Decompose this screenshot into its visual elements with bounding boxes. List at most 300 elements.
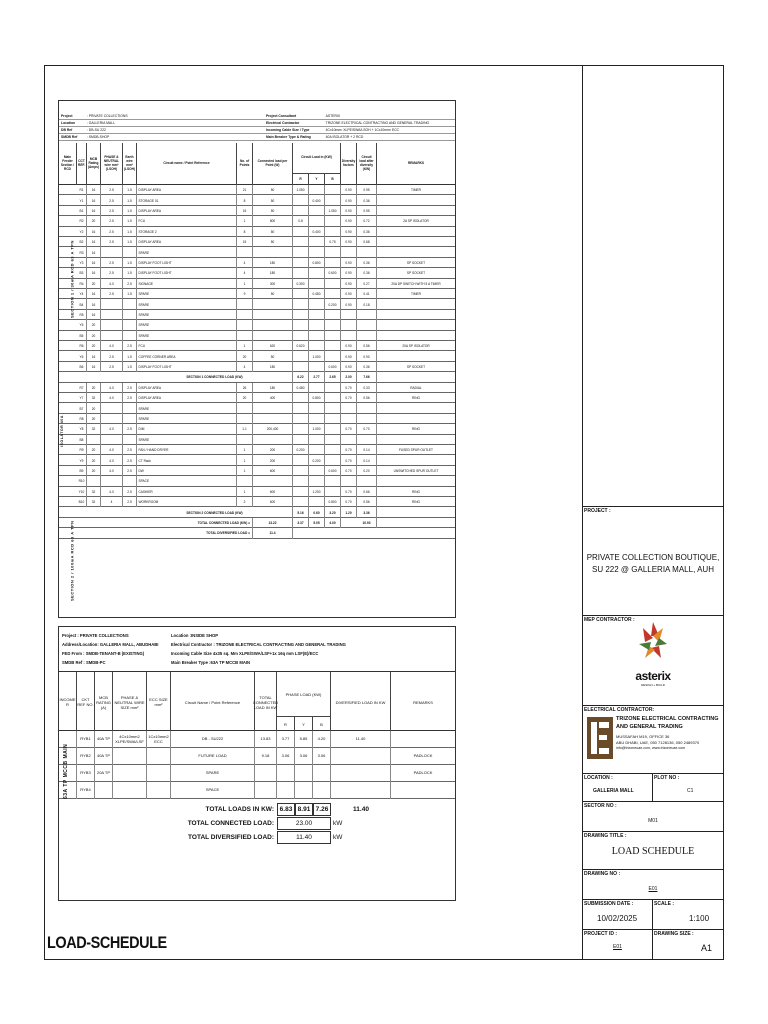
col-phase-load: PHASE LOAD (KW) [277,672,331,716]
table-row [59,445,455,455]
cell-r [293,310,309,320]
cell-b [325,289,341,299]
col-remarks: REMARKS [407,161,425,166]
cell-remarks [377,414,455,424]
unit-kw-1: kW [333,820,343,827]
header-row [59,658,455,667]
cell-after: 0.14 [357,445,377,455]
cell-load: 180 [253,362,293,372]
cell-phase: 4.0 [101,341,123,351]
cell-points: 15 [237,206,253,216]
col-diversified: DIVERSIFIED LOAD IN KW [331,672,391,732]
table-row [59,435,455,445]
cell-y [309,445,325,455]
table-row [59,487,455,497]
cell-div: 0.90 [341,341,357,351]
total-y: 8.91 [295,803,313,816]
cell-b [313,765,331,782]
table-row [59,497,455,507]
cell-y: 1.000 [309,424,325,434]
cell-earth: 1.5 [123,216,137,226]
header-value: Electrical Contractor : TRIZONE ELECTRICAL CONTRACTING AND GENERAL TRADING [171,641,346,647]
cell-after: 0.56 [357,341,377,351]
submission-cell [583,900,653,930]
total-diversified-row [59,831,455,844]
cell-r: 0.620 [293,341,309,351]
cell-y [295,782,313,799]
cell-mcb: 20 [87,403,101,413]
cell-y [309,341,325,351]
subtotal-row [59,507,455,517]
cell-points: 4 [237,268,253,278]
cell-y [309,476,325,486]
table-row [59,195,455,205]
cell-r: 0.8 [293,216,309,226]
cell-remarks [391,731,455,748]
cell-ckt: B9 [77,466,87,476]
cell-y [309,310,325,320]
cell-mcb: 20 [87,216,101,226]
cell-phase: 4.0 [101,455,123,465]
ec-email: info@trizoneuae.com, www.trizoneuae.com [616,746,686,750]
cell-after: 0.36 [357,195,377,205]
subtotal-y: 0.60 [309,507,325,517]
cell-mcb: 20 [87,331,101,341]
cell-remarks [377,206,455,216]
cell-phase: 2.5 [101,216,123,226]
cell-r [293,331,309,341]
cell-b: 0.600 [325,362,341,372]
cell-y [309,466,325,476]
table-row [59,310,455,320]
cell-mcb: 20 [87,320,101,330]
table-row [59,320,455,330]
cell-y [309,320,325,330]
cell-phase: 4.0 [101,424,123,434]
cell-r [293,268,309,278]
cell-mcb: 16 [87,310,101,320]
cell-points: 1 [237,455,253,465]
section2-label: SECTION 2 / 100mA RCD 63 A TPN [69,520,75,602]
drawing-title-value: LOAD SCHEDULE [611,846,695,857]
header-row [59,113,455,120]
cell-y [309,403,325,413]
cell-phase [113,782,147,799]
cell-y [309,206,325,216]
cell-div [341,331,357,341]
drawing-title-box [583,832,723,870]
cell-y [309,279,325,289]
drawing-size-label: DRAWING SIZE : [654,931,694,937]
cell-circuit: DISPLAY FOOT LIGHT [137,268,237,278]
table-row [59,227,455,237]
cell-ckt: Y8 [77,424,87,434]
cell-total: 9.18 [255,748,277,765]
cell-earth: 1.5 [123,258,137,268]
cell-r [293,362,309,372]
table-row [59,748,455,765]
cell-phase: 2.5 [101,258,123,268]
col-y: Y [309,173,325,185]
cell-after: 0.72 [357,216,377,226]
cell-r [293,247,309,257]
cell-y [309,331,325,341]
cell-phase [101,247,123,257]
scale-value: 1:100 [689,914,710,923]
cell-circuit: DIM [137,424,237,434]
col-incomer: INCOME R [59,672,77,732]
location-value: GALLERIA MALL [593,788,634,794]
electrical-contractor-box [583,706,723,774]
cell-circuit: SPACE [137,476,237,486]
header-row [59,631,455,640]
cell-b: 4.20 [313,731,331,748]
subtotal-r: 5.16 [293,507,309,517]
cell-ckt: R2 [77,216,87,226]
header-value-2: TRIZONE ELECTRICAL CONTRACTING AND GENERAL TRADING [325,121,430,125]
drawing-area [45,66,583,959]
scale-cell [653,900,723,930]
table-row [59,268,455,278]
cell-y [309,299,325,309]
cell-earth [123,435,137,445]
cell-mcb: 40A TP [95,748,113,765]
cell-after: 0.68 [357,237,377,247]
cell-circuit: STORAGE 01 [137,195,237,205]
cell-remarks: RING [412,396,420,401]
col-remarks: REMARKS [413,699,433,705]
cell-phase: 2.5 [101,362,123,372]
cell-circuit: DISPLAY FOOT LIGHT [137,362,237,372]
cell-remarks: 20A DP SWITCH WITH 5 A TIMER [391,281,441,286]
cell-div: 0.90 [341,237,357,247]
cell-points [237,435,253,445]
cell-remarks: UNSWITCHED SPUR OUTLET [393,468,439,473]
cell-ecc [147,765,171,782]
cell-points [237,310,253,320]
cell-after: 0.56 [357,393,377,403]
cell-points: 1 [237,445,253,455]
cell-load: 50 [253,289,293,299]
cell-earth: 1.5 [123,362,137,372]
cell-points: 8 [237,195,253,205]
cell-points: 21 [237,185,253,195]
cell-r [293,227,309,237]
cell-remarks: RADIAL [410,385,422,390]
cell-points: 2 [237,497,253,507]
project-id-cell [583,930,653,959]
cell-remarks: RING [412,489,420,494]
cell-earth [123,247,137,257]
subtotal-div: 3.36 [357,507,377,517]
cell-earth: 2.5 [123,445,137,455]
cell-mcb: 20 [87,445,101,455]
asterix-logo-sub: DESIGN + BUILD [641,683,665,687]
cell-b [325,393,341,403]
cell-div: 0.70 [341,445,357,455]
cell-ckt: Y1 [77,195,87,205]
cell-b [325,414,341,424]
cell-points [237,247,253,257]
cell-load [253,320,293,330]
table-row [59,782,455,799]
cell-phase [101,414,123,424]
cell-load [253,435,293,445]
cell-circuit: SPARE [137,403,237,413]
cell-mcb: 16 [87,268,101,278]
cell-div: 0.70 [341,497,357,507]
cell-remarks [377,351,455,361]
cell-after: 0.70 [357,424,377,434]
cell-y [309,237,325,247]
cell-mcb: 20 [87,279,101,289]
plot-label: PLOT NO : [654,775,680,781]
drawing-no-label: DRAWING NO : [584,871,621,877]
table-row [59,289,455,299]
cell-load: 180 [253,383,293,393]
cell-points [237,299,253,309]
cell-div: 0.90 [341,227,357,237]
cell-load: 400 [253,393,293,403]
cell-div [341,320,357,330]
cell-earth: 1.5 [123,351,137,361]
cell-remarks: SP SOCKET [406,260,426,265]
scale-label: SCALE : [654,901,674,907]
col-ckt: CCT REF. [77,143,87,185]
cell-r [277,782,295,799]
drawing-size-cell [653,930,723,959]
cell-mcb: 16 [87,227,101,237]
cell-y: 0.800 [309,258,325,268]
cell-phase: 2.5 [101,289,123,299]
cell-after: 0.36 [357,362,377,372]
cell-b [325,258,341,268]
cell-b [325,383,341,393]
cell-circuit: DISPLAY FOOT LIGHT [137,258,237,268]
electrical-contractor-label: ELECTRICAL CONTRACTOR: [584,707,655,713]
col-phase: PHASE & NEUTRAL wire mm² (LSOH) [101,143,123,185]
cell-after [357,247,377,257]
cell-y [309,216,325,226]
cell-div: 0.90 [341,279,357,289]
cell-div [341,476,357,486]
cell-y: 0.200 [309,455,325,465]
cell-mcb [87,435,101,445]
header-value: : SMDB-SHOP [86,135,110,139]
cell-phase [101,299,123,309]
cell-load: 50 [253,206,293,216]
cell-circuit: FCU [137,216,237,226]
cell-after: 0.36 [357,258,377,268]
cell-total [255,765,277,782]
cell-r [293,258,309,268]
cell-mcb: 16 [87,258,101,268]
cell-points: 1 [237,341,253,351]
cell-div [341,247,357,257]
cell-earth: 2.5 [123,279,137,289]
cell-points: 1 [237,279,253,289]
cell-circuit: DISPLAY AREA [137,393,237,403]
incomer-label: 63A TP MCCB MAIN [63,743,69,799]
col-r: R [293,173,309,185]
cell-load: 200,400 [253,424,293,434]
cell-remarks: PADLOCK [413,770,433,776]
cell-circuit: DISPLAY AREA [137,206,237,216]
cell-earth: 2.5 [123,393,137,403]
cell-b [325,455,341,465]
cell-div [331,765,391,782]
cell-phase: 2.5 [101,195,123,205]
cell-r: 1.050 [293,185,309,195]
asterix-logo [629,618,677,686]
cell-after: 0.95 [357,206,377,216]
cell-div: 0.90 [341,268,357,278]
cell-y [309,414,325,424]
cell-r [293,414,309,424]
total-diversified-label: TOTAL DIVERSIFIED LOAD: [188,834,274,841]
cell-load: 50 [253,351,293,361]
cell-after: 0.14 [357,455,377,465]
drawing-size-value: A1 [701,943,713,953]
cell-r [293,206,309,216]
cell-ckt: B2 [77,237,87,247]
total-diversified-row [59,528,455,538]
cell-after: 0.56 [357,497,377,507]
cell-mcb: 16 [87,289,101,299]
cell-ckt: Y4 [77,289,87,299]
cell-ckt: Y9 [77,455,87,465]
cell-after: 0.41 [357,289,377,299]
cell-ckt: R1 [77,185,87,195]
header-value: : DB-SU 222 [86,128,106,132]
cell-div: 0.90 [341,362,357,372]
cell-circuit: SIGNAGE [137,279,237,289]
table-row [59,237,455,247]
cell-r [293,403,309,413]
header-row [59,640,455,649]
ec-address-line2: ABU DHABI, UAE, 050 7128136, 050 2489370 [616,740,700,745]
cell-circuit: DW [137,466,237,476]
cell-b: 3.06 [313,748,331,765]
table-row [59,247,455,257]
cell-mcb: 16 [87,195,101,205]
cell-circuit: SPARE [137,289,237,299]
total-connected-div: 10.93 [357,518,377,528]
subtotal-y: 2.77 [309,372,325,382]
cell-remarks [377,476,455,486]
subtotal-b: 2.65 [325,372,341,382]
col-circuit-load: Circuit Load in (KW) [293,143,341,173]
mep-contractor-box [583,616,723,706]
cell-r: 0.200 [293,445,309,455]
cell-b [325,445,341,455]
cell-remarks: SP SOCKET [406,364,426,369]
cell-y: 0.450 [309,289,325,299]
cell-earth: 2.5 [123,341,137,351]
cell-b [325,331,341,341]
cell-load: 180 [253,258,293,268]
table-row [59,299,455,309]
header-value: : PRIVATE COLLECTIONS [86,114,128,118]
cell-r: 0.300 [293,279,309,289]
cell-y [309,435,325,445]
cell-b [325,227,341,237]
plot-value: C1 [687,788,694,794]
header-key: SMDB Ref [61,135,78,139]
cell-earth: 1.5 [123,227,137,237]
cell-points: 1 [237,487,253,497]
cell-ckt: R6 [77,341,87,351]
cell-b [325,341,341,351]
cell-ckt: R5 [77,310,87,320]
cell-phase [101,331,123,341]
cell-mcb: 20 [87,466,101,476]
cell-points: 4 [237,258,253,268]
cell-after [357,403,377,413]
cell-ckt: R9 [77,445,87,455]
cell-after: 0.36 [357,268,377,278]
cell-b [325,216,341,226]
cell-points: 4 [237,362,253,372]
unit-kw-2: kW [333,834,343,841]
cell-phase: 2.5 [101,237,123,247]
cell-mcb [87,476,101,486]
sector-label: SECTOR NO : [584,803,617,809]
project-label: PROJECT : [584,508,611,514]
cell-phase [101,476,123,486]
cell-earth [123,310,137,320]
col-phase-r: R [277,716,295,732]
cell-b [325,279,341,289]
cell-div: 0.90 [341,195,357,205]
cell-b [325,247,341,257]
cell-points [237,403,253,413]
cell-r [293,237,309,247]
cell-load [253,247,293,257]
cell-after: 0.18 [357,299,377,309]
cell-remarks: FUSED SPUR OUTLET [398,448,433,453]
cell-after: 0.66 [357,487,377,497]
cell-y [309,497,325,507]
cell-remarks [377,247,455,257]
cell-mcb: 16 [87,185,101,195]
subtotal-label: SECTION 2 CONNECTED LOAD (KW) [137,507,293,517]
cell-remarks: TIMER [411,188,421,193]
cell-after [357,476,377,486]
cell-y [295,765,313,782]
cell-points [237,414,253,424]
cell-mcb [95,782,113,799]
cell-phase: 4.0 [101,445,123,455]
total-connected-row [59,518,455,528]
cell-div [341,435,357,445]
cell-load [253,476,293,486]
cell-r [293,299,309,309]
cell-earth: 1.5 [123,206,137,216]
header-key: Location [61,121,76,125]
cell-r [277,765,295,782]
cell-ckt: R8 [77,414,87,424]
total-connected-row [59,817,455,830]
cell-earth: 2.5 [123,455,137,465]
cell-b [325,487,341,497]
cell-y: 5.85 [295,731,313,748]
location-plot-box [583,774,723,802]
cell-div [341,310,357,320]
col-ckt-ref: CKT REF NO. [77,672,95,732]
cell-circuit: SPARE [137,331,237,341]
subtotal-div: 7.66 [357,372,377,382]
